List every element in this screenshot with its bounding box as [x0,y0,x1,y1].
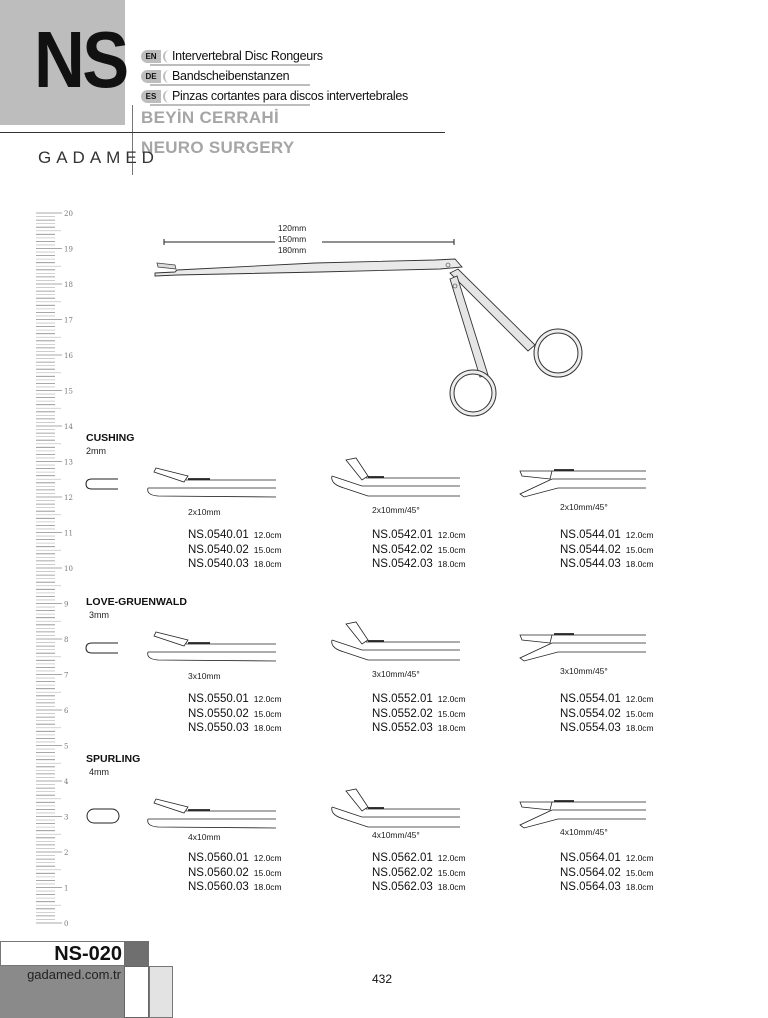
article-code: NS.0562.02 [372,866,433,879]
article-length: 15.0cm [437,867,466,878]
article-length: 15.0cm [437,708,466,719]
article-code-row [372,528,466,543]
title-en: Intervertebral Disc Rongeurs [172,49,323,63]
article-code: NS.0540.01 [188,529,249,541]
article-code: NS.0552.03 [372,722,433,734]
article-code-row [372,692,466,707]
ruler-label: 14 [64,423,73,431]
ruler-label: 8 [64,636,69,644]
article-code-row [372,851,466,866]
jaw-tip-illustration [328,452,463,504]
title-de: Bandscheibenstanzen [172,69,290,83]
page-code: NS-020 [54,943,122,965]
article-code-row [188,851,282,866]
ruler-label: 16 [64,352,73,360]
article-code-row [560,851,654,866]
article-code-row [188,880,282,895]
article-code-list [188,851,282,895]
article-code: NS.0560.02 [188,866,249,879]
variant-label: 3x10mm/45° [372,669,420,679]
article-code: NS.0540.03 [188,558,249,570]
footer-light-block [149,966,173,1018]
lang-separator [163,70,171,83]
ruler-label: 17 [64,316,73,325]
ruler-label: 15 [64,387,73,396]
article-code: NS.0554.01 [560,693,621,705]
lang-badge-en: EN [141,50,161,63]
ruler-label: 11 [64,529,73,538]
ruler-label: 0 [64,920,69,928]
article-length: 15.0cm [625,544,654,555]
article-code: NS.0544.03 [560,558,621,570]
article-code-list [372,528,466,572]
article-length: 15.0cm [625,867,654,878]
article-code-row [372,543,466,558]
article-code-list [372,692,466,736]
article-code-list [188,692,282,736]
rongeur-illustration [150,225,600,420]
variant-label: 2x10mm/45° [560,502,608,512]
article-code: NS.0550.01 [188,693,249,705]
title-row-de [141,68,289,84]
article-code-row [372,557,466,572]
article-length: 12.0cm [437,853,466,863]
lang-badge-de: DE [141,70,161,83]
article-code-row [560,692,654,707]
ruler-label: 19 [64,245,73,254]
article-code-row [560,721,654,736]
category-turkish: BEYİN CERRAHİ [141,108,280,127]
article-code: NS.0542.02 [372,543,433,556]
category-english: NEURO SURGERY [141,138,295,157]
article-length: 15.0cm [253,708,282,719]
rongeur-shaft [155,259,462,276]
jaw-tip-illustration [328,783,463,835]
ruler-label: 7 [64,671,69,680]
article-length: 18.0cm [253,559,282,569]
article-code-list [188,528,282,572]
title-es: Pinzas cortantes para discos intervertebrales [172,89,408,103]
article-code: NS.0564.02 [560,866,621,879]
article-length: 12.0cm [253,694,282,704]
article-code: NS.0560.03 [188,881,249,893]
rongeur-handles [450,269,580,414]
ruler-label: 2 [64,849,69,857]
article-code: NS.0552.02 [372,707,433,720]
article-code: NS.0542.03 [372,558,433,570]
article-code-row [560,866,654,881]
title-underline [150,84,310,86]
website-link[interactable]: gadamed.com.tr [27,967,121,982]
ruler-label: 12 [64,494,73,502]
article-length: 18.0cm [625,559,654,569]
article-length: 18.0cm [437,559,466,569]
variant-label: 4x10mm [188,832,221,842]
article-code-row [560,543,654,558]
article-code-row [188,543,282,558]
section-jaw-size: 4mm [89,767,109,777]
dimension-line [164,239,454,245]
article-code: NS.0550.02 [188,707,249,720]
article-code-row [560,880,654,895]
ruler-label: 6 [64,707,69,715]
article-code: NS.0552.01 [372,693,433,705]
article-length: 15.0cm [437,544,466,555]
article-length: 18.0cm [625,723,654,733]
article-code: NS.0544.01 [560,529,621,541]
section-jaw-size: 2mm [86,446,106,456]
article-code: NS.0564.03 [560,881,621,893]
title-underline [150,104,310,106]
variant-label: 4x10mm/45° [372,830,420,840]
article-length: 15.0cm [253,867,282,878]
article-code-row [188,866,282,881]
lang-badge-es: ES [141,90,161,103]
variant-label: 2x10mm/45° [372,505,420,515]
variant-label: 3x10mm [188,671,221,681]
article-code: NS.0560.01 [188,852,249,864]
article-code: NS.0540.02 [188,543,249,556]
article-code-row [188,707,282,722]
article-length: 12.0cm [625,694,654,704]
jaw-tip-illustration [328,616,463,668]
section-code: NS [34,15,127,104]
section-title: SPURLING [86,753,141,765]
section-title: LOVE-GRUENWALD [86,596,187,608]
article-code: NS.0562.03 [372,881,433,893]
ruler-label: 4 [64,778,69,786]
section-jaw-size: 3mm [89,610,109,620]
title-row-en [141,48,323,64]
article-length: 18.0cm [253,723,282,733]
length-120: 120mm [277,223,307,233]
article-code-list [560,851,654,895]
article-length: 15.0cm [625,708,654,719]
article-code-list [372,851,466,895]
variant-label: 3x10mm/45° [560,666,608,676]
article-code-row [372,707,466,722]
footer-white-block [124,966,149,1018]
article-code-row [560,557,654,572]
article-length: 18.0cm [625,882,654,892]
jaw-tip-illustration [514,448,649,500]
article-length: 18.0cm [253,882,282,892]
jaw-tip-illustration [144,614,279,666]
article-code: NS.0542.01 [372,529,433,541]
footer-dark-block [124,941,149,966]
ruler-label: 18 [64,281,73,289]
ruler-label: 10 [64,565,73,573]
article-code: NS.0544.02 [560,543,621,556]
jaw-tip-illustration [514,612,649,664]
ruler [0,200,90,930]
ruler-label: 13 [64,458,73,467]
article-length: 12.0cm [437,694,466,704]
article-code-row [188,721,282,736]
jaw-cross-section-icon [84,477,124,491]
article-length: 12.0cm [625,853,654,863]
ruler-label: 20 [64,210,73,218]
jaw-tip-illustration [144,781,279,833]
article-code: NS.0550.03 [188,722,249,734]
article-length: 18.0cm [437,882,466,892]
article-code-row [188,557,282,572]
section-title: CUSHING [86,432,135,444]
article-code-row [560,707,654,722]
jaw-tip-illustration [514,779,649,831]
title-row-es [141,88,408,104]
article-code: NS.0562.01 [372,852,433,864]
jaw-tip-illustration [144,450,279,502]
article-code: NS.0554.03 [560,722,621,734]
article-length: 15.0cm [253,544,282,555]
length-150: 150mm [277,234,307,244]
article-length: 12.0cm [437,530,466,540]
article-code-list [560,528,654,572]
article-length: 18.0cm [437,723,466,733]
variant-label: 4x10mm/45° [560,827,608,837]
lang-separator [163,90,171,103]
brand-logo: GADAMED [38,148,159,167]
ruler-label: 5 [64,742,69,751]
article-code-row [560,528,654,543]
article-code-list [560,692,654,736]
lang-separator [163,50,171,63]
article-length: 12.0cm [253,530,282,540]
ruler-label: 9 [64,600,69,609]
article-length: 12.0cm [253,853,282,863]
article-code-row [188,692,282,707]
article-code: NS.0554.02 [560,707,621,720]
article-code-row [372,721,466,736]
jaw-cross-section-icon [84,641,124,655]
article-code: NS.0564.01 [560,852,621,864]
jaw-cross-section-icon [84,806,124,826]
article-length: 12.0cm [625,530,654,540]
page-number: 432 [372,972,393,986]
article-code-row [188,528,282,543]
header-divider-horizontal [0,132,445,133]
article-code-row [372,880,466,895]
ruler-label: 3 [64,813,69,822]
article-code-row [372,866,466,881]
title-underline [150,64,310,66]
length-180: 180mm [277,245,307,255]
ruler-label: 1 [64,884,69,893]
variant-label: 2x10mm [188,507,221,517]
